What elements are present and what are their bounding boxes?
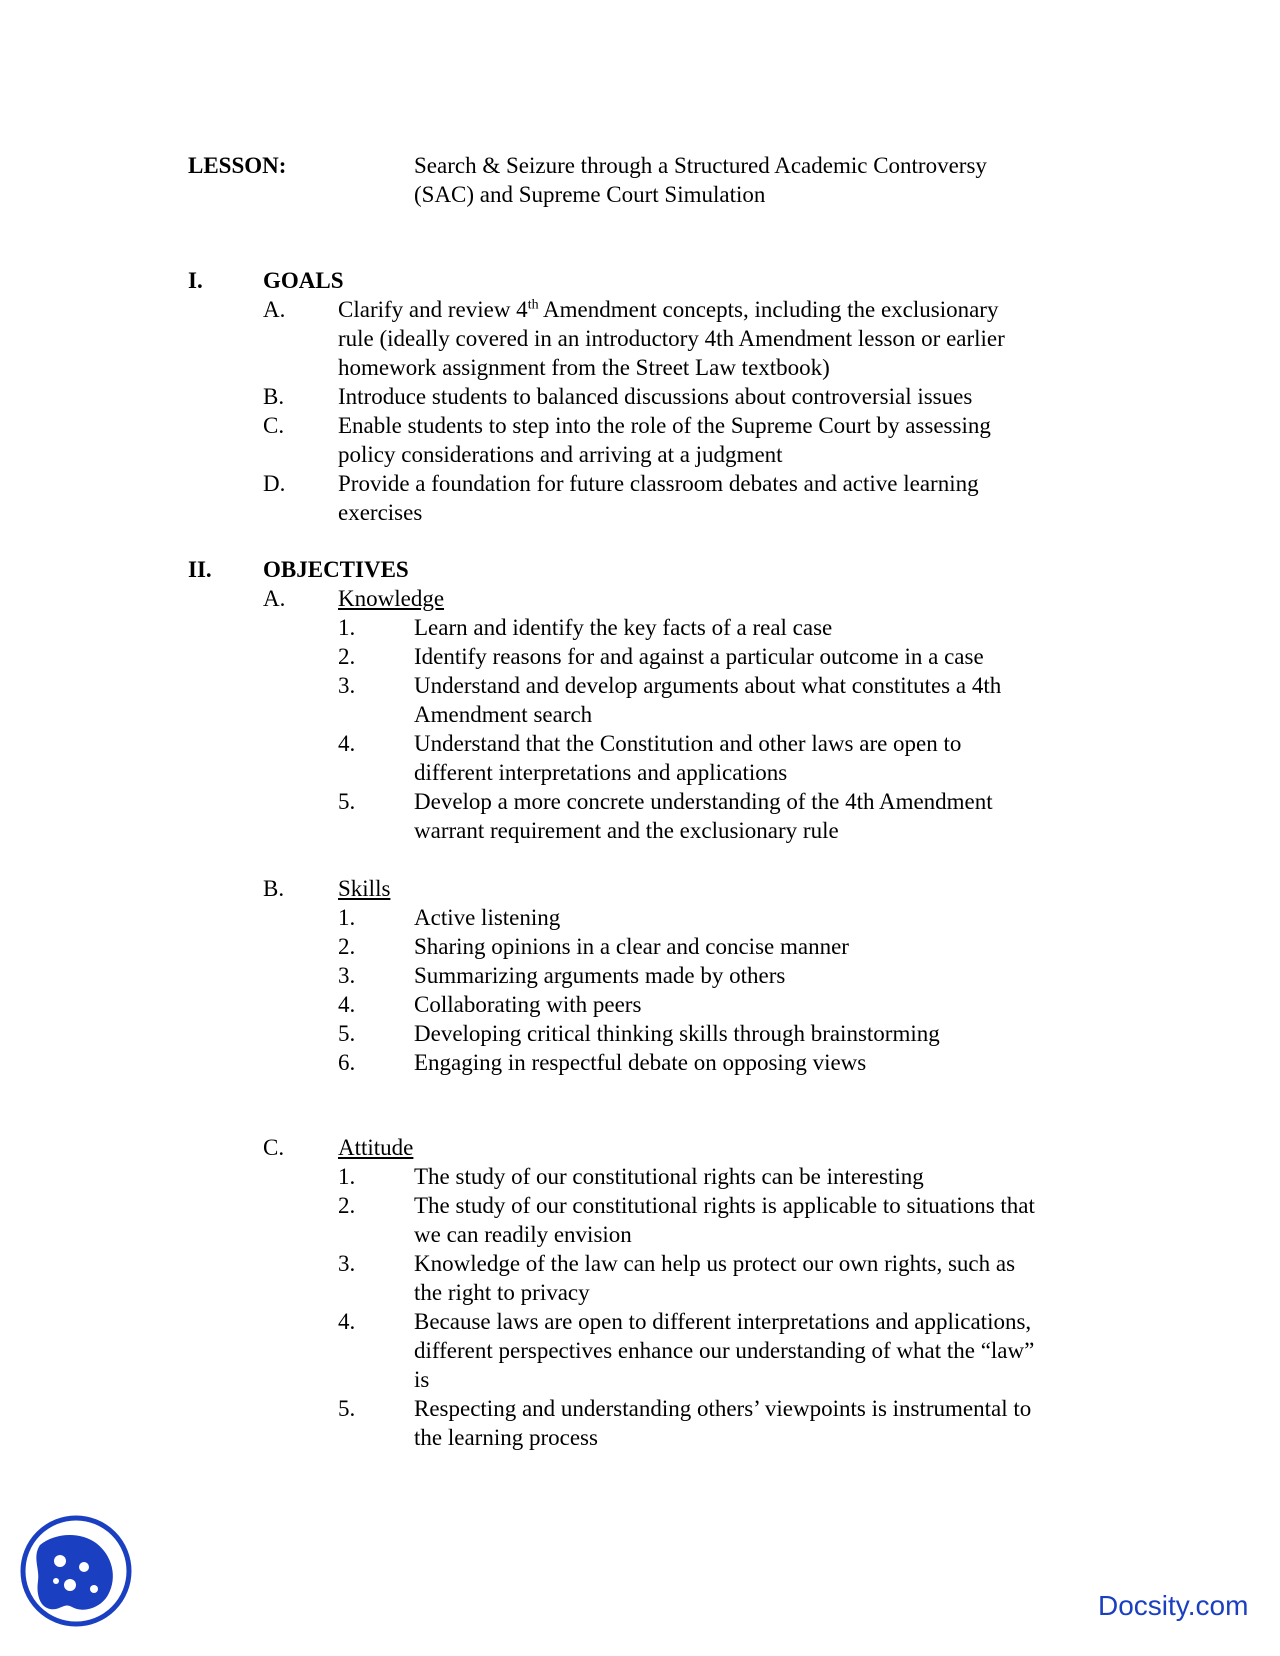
list-number: 4.	[338, 1309, 356, 1334]
objectives-number: II.	[188, 557, 212, 582]
goal-letter: D.	[263, 471, 286, 496]
list-item-line: Respecting and understanding others’ viewpoints is instrumental to	[414, 1396, 1032, 1421]
list-item-line: Identify reasons for and against a particular outcome in a case	[414, 644, 984, 669]
subsection-letter: A.	[263, 586, 286, 611]
list-number: 5.	[338, 1021, 356, 1046]
goal-text-line: Introduce students to balanced discussions about controversial issues	[338, 384, 973, 409]
list-number: 1.	[338, 615, 356, 640]
list-item-line: Sharing opinions in a clear and concise manner	[414, 934, 849, 959]
list-item-line: Developing critical thinking skills through brainstorming	[414, 1021, 940, 1046]
goal-letter: B.	[263, 384, 285, 409]
list-item-line: The study of our constitutional rights can be interesting	[414, 1164, 924, 1189]
goal-text-line: homework assignment from the Street Law textbook)	[338, 355, 830, 380]
subsection-letter: B.	[263, 876, 285, 901]
list-item-line: Active listening	[414, 905, 561, 930]
list-item-line: Amendment search	[414, 702, 593, 727]
list-number: 2.	[338, 1193, 356, 1218]
docsity-logo-icon	[20, 1515, 132, 1627]
list-item-line: different interpretations and applications	[414, 760, 788, 785]
subsection-title-skills: Skills	[338, 876, 391, 901]
list-item-line: the learning process	[414, 1425, 598, 1450]
goal-text-line: Clarify and review 4th Amendment concepts, including the exclusionary	[338, 297, 999, 322]
objectives-heading: OBJECTIVES	[263, 557, 409, 582]
goal-text-line: exercises	[338, 500, 423, 525]
goal-text-line: Enable students to step into the role of the Supreme Court by assessing	[338, 413, 991, 438]
subsection-letter: C.	[263, 1135, 285, 1160]
goal-text-line: rule (ideally covered in an introductory 4th Amendment lesson or earlier	[338, 326, 1005, 351]
lesson-title-line-1: Search & Seizure through a Structured Academic Controversy	[414, 153, 987, 178]
list-item-line: Because laws are open to different interpretations and applications,	[414, 1309, 1032, 1334]
goals-heading: GOALS	[263, 268, 344, 293]
list-item-line: Engaging in respectful debate on opposing views	[414, 1050, 867, 1075]
list-number: 4.	[338, 992, 356, 1017]
list-item-line: Understand and develop arguments about what constitutes a 4th	[414, 673, 1002, 698]
docsity-brand-link[interactable]: Docsity.com	[1098, 1590, 1249, 1621]
list-number: 3.	[338, 1251, 356, 1276]
goal-letter: C.	[263, 413, 285, 438]
list-item-line: different perspectives enhance our understanding of what the “law”	[414, 1338, 1035, 1363]
list-number: 2.	[338, 644, 356, 669]
list-item-line: Collaborating with peers	[414, 992, 642, 1017]
list-number: 5.	[338, 789, 356, 814]
list-item-line: The study of our constitutional rights is applicable to situations that	[414, 1193, 1035, 1218]
list-item-line: Understand that the Constitution and other laws are open to	[414, 731, 962, 756]
list-item-line: Knowledge of the law can help us protect our own rights, such as	[414, 1251, 1016, 1276]
lesson-label: LESSON:	[188, 153, 287, 178]
list-number: 3.	[338, 963, 356, 988]
goal-text-line: Provide a foundation for future classroom debates and active learning	[338, 471, 979, 496]
list-number: 6.	[338, 1050, 356, 1075]
subsection-title-attitude: Attitude	[338, 1135, 414, 1160]
list-number: 3.	[338, 673, 356, 698]
lesson-title-line-2: (SAC) and Supreme Court Simulation	[414, 182, 766, 207]
list-item-line: Learn and identify the key facts of a real case	[414, 615, 833, 640]
list-item-line: Summarizing arguments made by others	[414, 963, 786, 988]
list-item-line: Develop a more concrete understanding of the 4th Amendment	[414, 789, 993, 814]
list-number: 4.	[338, 731, 356, 756]
list-item-line: warrant requirement and the exclusionary rule	[414, 818, 839, 843]
list-number: 1.	[338, 1164, 356, 1189]
list-number: 1.	[338, 905, 356, 930]
goal-text-line: policy considerations and arriving at a judgment	[338, 442, 783, 467]
subsection-title-knowledge: Knowledge	[338, 586, 445, 611]
list-item-line: the right to privacy	[414, 1280, 590, 1305]
list-item-line: is	[414, 1367, 430, 1392]
list-number: 2.	[338, 934, 356, 959]
list-item-line: we can readily envision	[414, 1222, 632, 1247]
goals-number: I.	[188, 268, 203, 293]
goal-letter: A.	[263, 297, 286, 322]
list-number: 5.	[338, 1396, 356, 1421]
